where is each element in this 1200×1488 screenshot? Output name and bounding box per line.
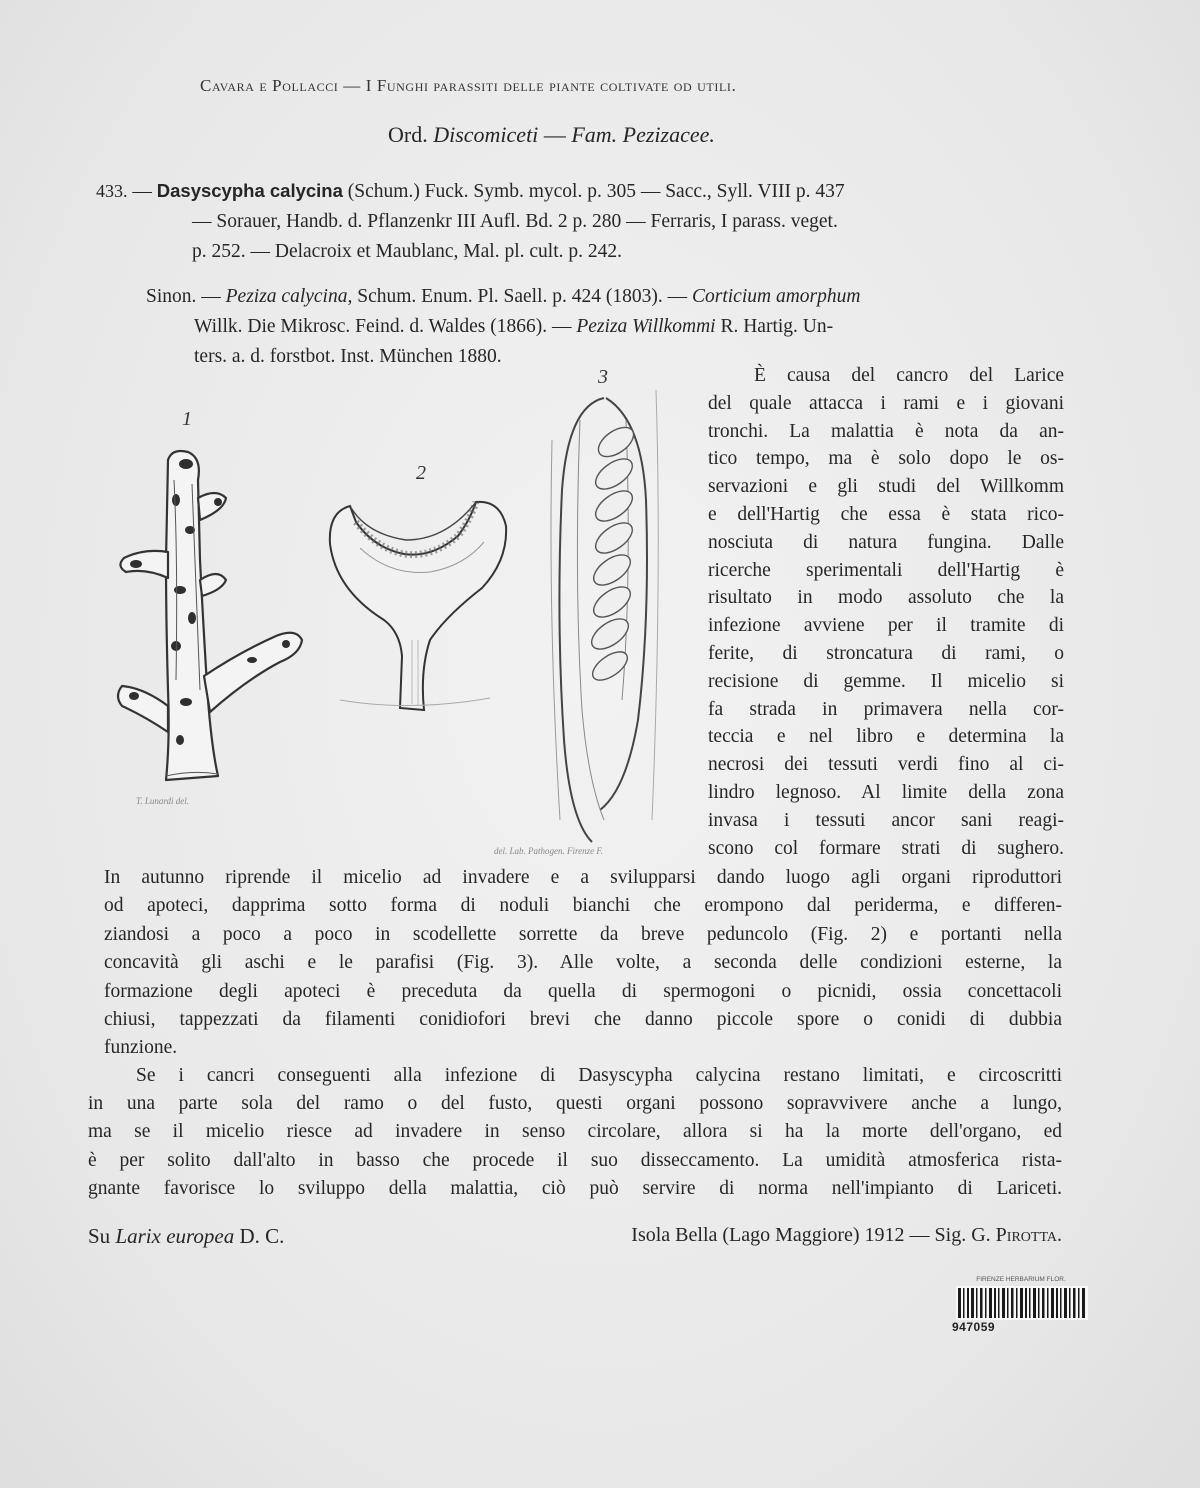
species-reference — [96, 176, 1068, 267]
column-line: servazioni e gli studi del Willkomm — [708, 476, 1064, 498]
reference-line-3: p. 252. — Delacroix et Maublanc, Mal. pl. cult. p. 242. — [192, 241, 622, 262]
header-series: I Funghi parassiti delle piante coltivate od utili. — [365, 76, 737, 95]
column-line: del quale attacca i rami e i giovani — [708, 392, 1064, 414]
barcode-number: 947059 — [952, 1320, 996, 1334]
column-line: scono col formare strati di sughero. — [708, 837, 1064, 859]
host-species: Larix europea — [115, 1224, 235, 1248]
taxonomy-line — [388, 122, 715, 148]
column-line: risultato in modo assoluto che la — [708, 587, 1064, 609]
entry-number: 433. — [96, 181, 128, 201]
barcode-bars-icon — [956, 1286, 1088, 1320]
collector-name: Pirotta. — [995, 1224, 1062, 1246]
paragraph-line: formazione degli apoteci è preceduta da quella di spermogoni o picnidi, ossia concettacoli — [104, 980, 1062, 1002]
synonyms-block — [146, 282, 1068, 372]
synonyms-line-2a: Willk. Die Mikrosc. Feind. d. Waldes (1866). — — [194, 316, 572, 337]
paragraph-line: chiusi, tappezzati da filamenti conidiofori brevi che danno piccole spore o conidi di dubbia — [104, 1009, 1062, 1031]
figure-3-label: 3 — [598, 366, 608, 388]
reference-rest: (Schum.) Fuck. Symb. mycol. p. 305 — Sacc., Syll. VIII p. 437 — [347, 181, 845, 202]
header-authors: Cavara e Pollacci — [200, 76, 339, 95]
reference-line-1 — [96, 176, 1068, 207]
barcode-caption: FIRENZE HERBARIUM FLOR. — [976, 1276, 1066, 1283]
column-line: invasa i tessuti ancor sani reagi- — [708, 809, 1064, 831]
locality-line — [480, 1224, 1062, 1247]
paragraph-line: concavità gli aschi e le parafisi (Fig. 3). Alle volte, a seconda delle condizioni esterne, la — [104, 952, 1062, 974]
synonym-1-ref: Schum. Enum. Pl. Saell. p. 424 (1803). — — [357, 286, 688, 307]
ord-dash: — — [543, 122, 566, 147]
column-line: ferite, di stroncatura di rami, o — [708, 642, 1064, 664]
column-line: infezione avviene per il tramite di — [708, 615, 1064, 637]
locality-place: Isola Bella (Lago Maggiore) 1912 — Sig. G. — [631, 1224, 991, 1246]
column-line: ricerche sperimentali dell'Hartig è — [708, 559, 1064, 581]
fam-name: Pezizacee. — [622, 122, 715, 147]
host-prefix: Su — [88, 1224, 111, 1248]
paragraph-line: In autunno riprende il micelio ad invadere e a svilupparsi dando luogo agli organi riproduttori — [104, 867, 1062, 888]
column-line: tico tempo, ma è solo dopo le os- — [708, 448, 1064, 470]
figure-2-label: 2 — [416, 462, 426, 484]
ord-name: Discomiceti — [433, 122, 539, 147]
running-header — [200, 76, 960, 96]
column-line: recisione di gemme. Il micelio si — [708, 670, 1064, 692]
column-line: e dell'Hartig che essa è stata rico- — [708, 503, 1064, 525]
synonyms-line-2 — [146, 312, 1068, 342]
figure-1-label: 1 — [182, 408, 192, 430]
synonyms-line-1 — [146, 282, 1068, 312]
figure-3-credit: del. Lab. Pathogen. Firenze F. — [494, 846, 603, 856]
fam-prefix: Fam. — [571, 122, 618, 147]
synonyms-line-3: ters. a. d. forstbot. Inst. München 1880. — [194, 346, 502, 367]
synonyms-line-2b: R. Hartig. Un- — [720, 316, 834, 337]
synonym-1: Peziza calycina, — [225, 286, 353, 307]
figure-3-ascus-illustration — [534, 380, 674, 850]
column-line: tronchi. La malattia è nota da an- — [708, 420, 1064, 442]
column-line: nosciuta di natura fungina. Dalle — [708, 531, 1064, 553]
header-separator: — — [343, 76, 361, 95]
paragraph-line: od apoteci, dapprima sotto forma di noduli bianchi che erompono dal periderma, e differen- — [104, 895, 1062, 917]
body-paragraph-3 — [88, 1062, 1062, 1203]
description-column — [708, 362, 1064, 862]
column-line: lindro legnoso. Al limite della zona — [708, 781, 1064, 803]
host-line — [88, 1224, 284, 1249]
column-line: teccia e nel libro e determina la — [708, 726, 1064, 748]
synonym-2: Corticium amorphum — [691, 286, 861, 307]
figure-1-branch-illustration — [100, 440, 320, 790]
column-line: necrosi dei tessuti verdi fino al ci- — [708, 754, 1064, 776]
body-paragraph-2 — [104, 864, 1062, 1063]
paragraph-line: in una parte sola del ramo o del fusto, questi organi possono sopravvivere anche a lungo, — [88, 1093, 1062, 1115]
paragraph-line: ma se il micelio riesce ad invadere in senso circolare, allora si ha la morte dell'organo, ed — [88, 1121, 1062, 1143]
paragraph-line: funzione. — [104, 1037, 178, 1059]
reference-line-2: — Sorauer, Handb. d. Pflanzenkr III Aufl. Bd. 2 p. 280 — Ferraris, I parass. veget. — [192, 211, 838, 232]
host-author: D. C. — [239, 1224, 285, 1248]
column-line: È causa del cancro del Larice — [754, 365, 1064, 386]
specimen-barcode — [952, 1276, 1090, 1336]
ord-prefix: Ord. — [388, 122, 428, 147]
paragraph-line: Se i cancri conseguenti alla infezione di Dasyscypha calycina restano limitati, e circoscritti — [136, 1065, 1062, 1086]
paragraph-line: gnante favorisce lo sviluppo della malattia, ciò può servire di norma nell'impianto di Lariceti. — [88, 1177, 1062, 1199]
column-line: fa strada in primavera nella cor- — [708, 698, 1064, 720]
synonyms-lead: Sinon. — — [146, 286, 221, 307]
figure-2-apothecium-illustration — [320, 490, 520, 720]
paragraph-line: è per solito dall'alto in basso che procede il suo disseccamento. La umidità atmosferica rista- — [88, 1149, 1062, 1171]
paragraph-line: ziandosi a poco a poco in scodellette sorrette da breve peduncolo (Fig. 2) e portanti nella — [104, 923, 1062, 945]
species-name: Dasyscypha calycina — [156, 180, 343, 201]
entry-dash: — — [132, 181, 152, 202]
synonym-3: Peziza Willkommi — [576, 316, 716, 337]
figure-1-credit: T. Lunardi del. — [136, 796, 190, 806]
